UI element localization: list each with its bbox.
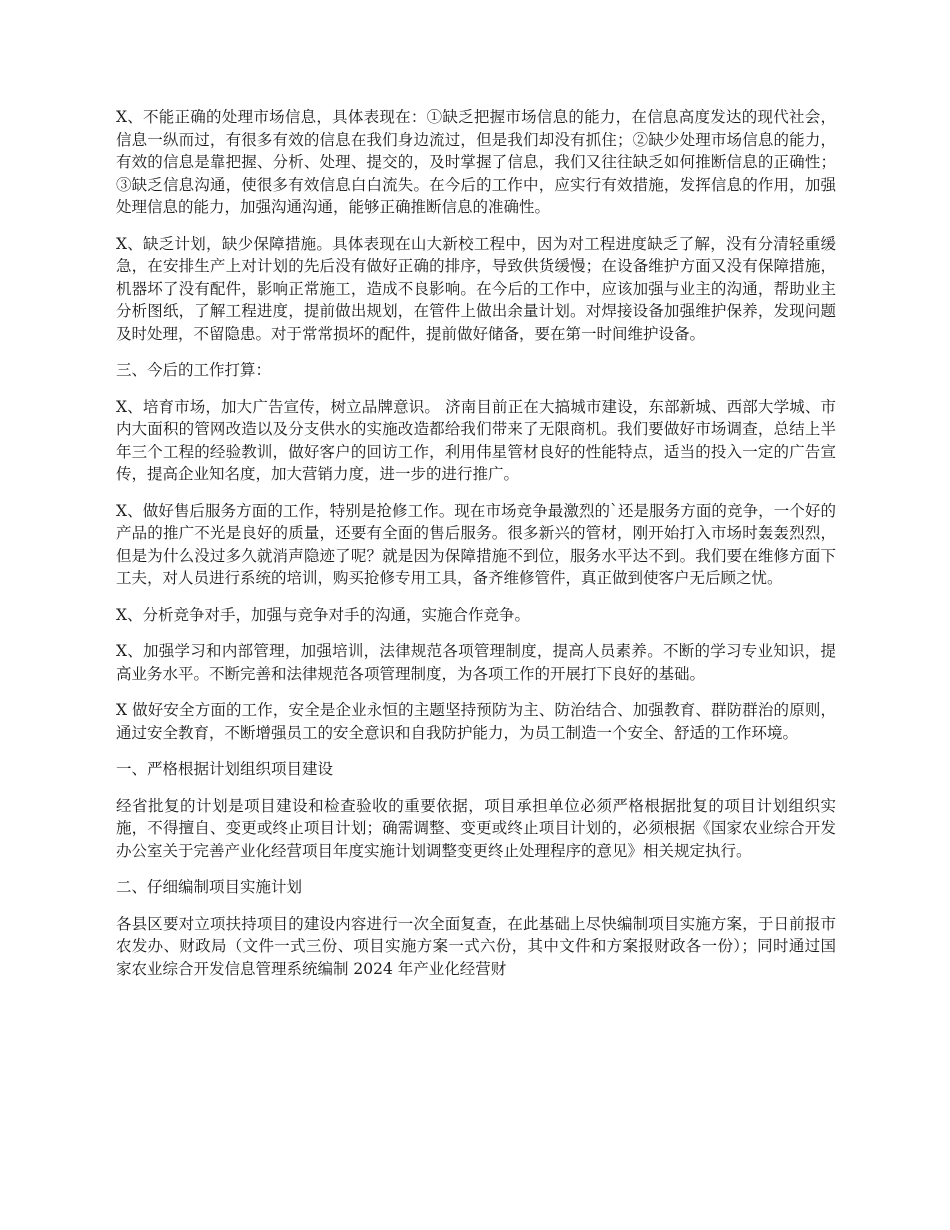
section-heading-project-construction: 一、严格根据计划组织项目建设 bbox=[116, 760, 334, 778]
paragraph-safety: X 做好安全方面的工作，安全是企业永恒的主题坚持预防为主、防治结合、加强教育、群防群治的原则，通过安全教育，不断增强员工的安全意识和自我防护能力，为员工制造一个安全、舒适的工作环境。 bbox=[116, 701, 836, 742]
paragraph-county-review: 各县区要对立项扶持项目的建设内容进行一次全面复查，在此基础上尽快编制项目实施方案，于日前报市农发办、财政局（文件一式三份、项目实施方案一式六份，其中文件和方案报财政各一份）；同时通过国家农业综合开发信息管理系统编制 2024 年产业化经营财 bbox=[116, 914, 836, 978]
paragraph-cultivate-market: X、培育市场，加大广告宣传，树立品牌意识。 济南目前正在大搞城市建设，东部新城、西部大学城、市内大面积的管网改造以及分支供水的实施改造都给我们带来了无限商机。我们要做好市场调查，总结上半年三个工程的经验教训，做好客户的回访工作，利用伟星管材良好的性能特点，适当的投入一定的广告宣传，提高企业知名度，加大营销力度，进一步的进行推广。 bbox=[116, 397, 836, 483]
paragraph-lack-of-plan: X、缺乏计划，缺少保障措施。具体表现在山大新校工程中，因为对工程进度缺乏了解，没有分清轻重缓急，在安排生产上对计划的先后没有做好正确的排序，导致供货缓慢；在设备维护方面又没有保障措施，机器坏了没有配件，影响正常施工，造成不良影响。在今后的工作中，应该加强与业主的沟通，帮助业主分析图纸，了解工程进度，提前做出规划，在管件上做出余量计划。对焊接设备加强维护保养，发现问题及时处理，不留隐患。对于常常损坏的配件，提前做好储备，要在第一时间维护设备。 bbox=[116, 234, 836, 343]
document-body bbox=[116, 106, 836, 994]
section-heading-implementation-plan: 二、仔细编制项目实施计划 bbox=[116, 878, 303, 896]
section-heading-future-plans: 三、今后的工作打算： bbox=[116, 361, 272, 379]
paragraph-after-sales: X、做好售后服务方面的工作，特别是抢修工作。现在市场竞争最激烈的`还是服务方面的竞争，一个好的产品的推广不光是良好的质量，还要有全面的售后服务。很多新兴的管材，刚开始打入市场时轰轰烈烈，但是为什么没过多久就消声隐迹了呢？就是因为保障措施不到位，服务水平达不到。我们要在维修方面下工夫，对人员进行系统的培训，购买抢修专用工具，备齐维修管件，真正做到使客户无后顾之忧。 bbox=[116, 501, 836, 587]
paragraph-learning-management: X、加强学习和内部管理，加强培训，法律规范各项管理制度，提高人员素养。不断的学习专业知识，提高业务水平。不断完善和法律规范各项管理制度，为各项工作的开展打下良好的基础。 bbox=[116, 642, 836, 683]
paragraph-approved-plan: 经省批复的计划是项目建设和检查验收的重要依据，项目承担单位必须严格根据批复的项目计划组织实施，不得擅自、变更或终止项目计划；确需调整、变更或终止项目计划的，必须根据《国家农业综合开发办公室关于完善产业化经营项目年度实施计划调整变更终止处理程序的意见》相关规定执行。 bbox=[116, 796, 836, 860]
paragraph-competitors: X、分析竞争对手，加强与竞争对手的沟通，实施合作竞争。 bbox=[116, 605, 531, 624]
paragraph-market-info: X、不能正确的处理市场信息，具体表现在：①缺乏把握市场信息的能力，在信息高度发达的现代社会，信息一纵而过，有很多有效的信息在我们身边流过，但是我们却没有抓住；②缺少处理市场信息的能力，有效的信息是靠把握、分析、处理、提交的，及时掌握了信息，我们又往往缺乏如何推断信息的正确性；③缺乏信息沟通，使很多有效信息白白流失。在今后的工作中，应实行有效措施，发挥信息的作用，加强处理信息的能力，加强沟通沟通，能够正确推断信息的准确性。 bbox=[116, 108, 836, 216]
